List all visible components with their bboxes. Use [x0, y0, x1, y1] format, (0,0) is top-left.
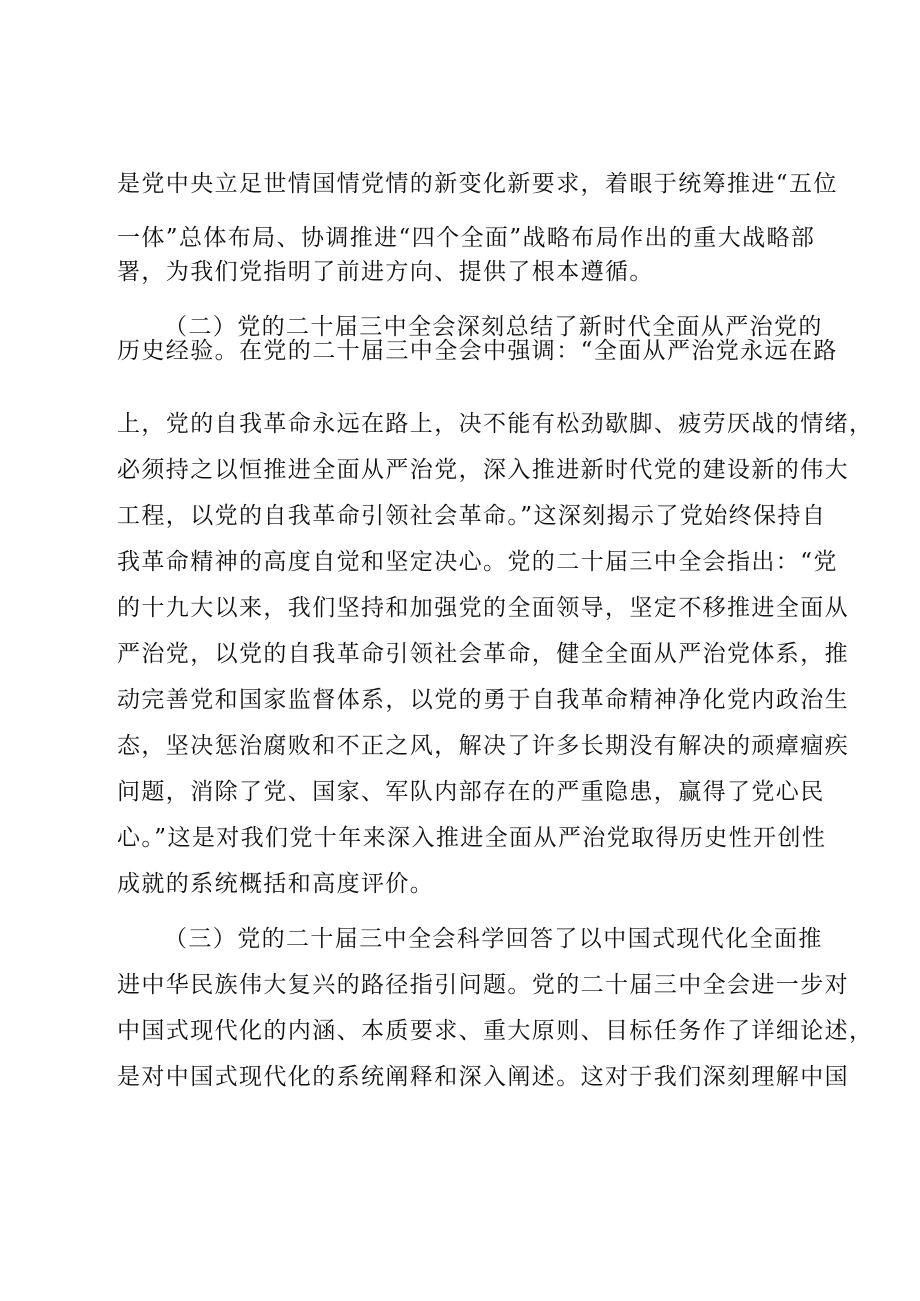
text-line: 进中华民族伟大复兴的路径指引问题。党的二十届三中全会进一步对	[117, 972, 849, 998]
text-line: 中国式现代化的内涵、本质要求、重大原则、目标任务作了详细论述，	[117, 1018, 874, 1044]
text-line: 历史经验。在党的二十届三中全会中强调：“全面从严治党永远在路	[117, 338, 838, 364]
text-line: 必须持之以恒推进全面从严治党，深入推进新时代党的建设新的伟大	[117, 457, 849, 483]
text-line: 心。”这是对我们党十年来深入推进全面从严治党取得历史性开创性	[117, 825, 827, 851]
text-line: 我革命精神的高度自觉和坚定决心。党的二十届三中全会指出：“党	[117, 549, 838, 575]
text-line: 工程，以党的自我革命引领社会革命。”这深刻揭示了党始终保持自	[117, 503, 827, 529]
text-line: 严治党，以党的自我革命引领社会革命，健全全面从严治党体系，推	[117, 641, 849, 667]
text-line: 成就的系统概括和高度评价。	[117, 871, 435, 897]
paragraph-two-first-line: （二）党的二十届三中全会深刻总结了新时代全面从严治党的	[164, 314, 823, 340]
text-line: 问题，消除了党、国家、军队内部存在的严重隐患，赢得了党心民	[117, 779, 825, 805]
text-line: 是党中央立足世情国情党情的新变化新要求，着眼于统筹推进“五位	[117, 171, 838, 197]
text-line: 上，党的自我革命永远在路上，决不能有松劲歇脚、疲劳厌战的情绪，	[117, 411, 874, 437]
text-line: 的十九大以来，我们坚持和加强党的全面领导，坚定不移推进全面从	[117, 595, 849, 621]
text-line: 动完善党和国家监督体系，以党的勇于自我革命精神净化党内政治生	[117, 687, 849, 713]
text-line: 一体”总体布局、协调推进“四个全面”战略布局作出的重大战略部	[117, 225, 816, 251]
paragraph-three-first-line: （三）党的二十届三中全会科学回答了以中国式现代化全面推	[164, 926, 823, 952]
text-line: 是对中国式现代化的系统阐释和深入阐述。这对于我们深刻理解中国	[117, 1064, 849, 1090]
text-line: 署，为我们党指明了前进方向、提供了根本遵循。	[117, 259, 654, 285]
text-line: 态，坚决惩治腐败和不正之风，解决了许多长期没有解决的顽瘴痼疾	[117, 733, 849, 759]
